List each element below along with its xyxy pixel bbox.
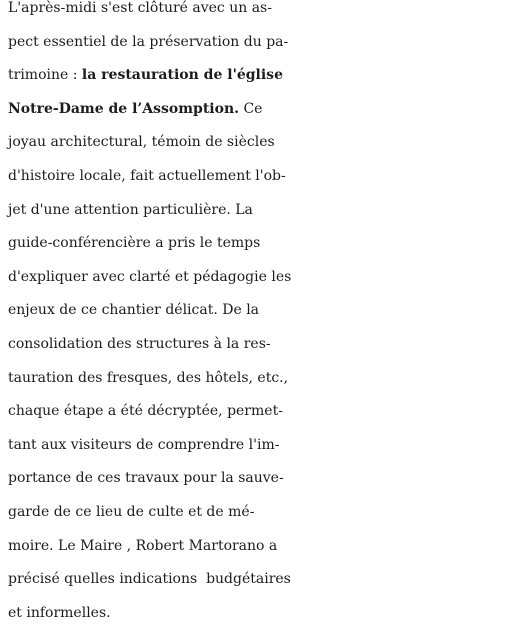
text-run: jet d'une attention particulière. La: [8, 201, 253, 218]
text-line: [0, 328, 506, 362]
text-run: Ce: [239, 100, 263, 117]
text-run: trimoine :: [8, 67, 82, 84]
bold-heading-run: la restauration de l'église: [81, 67, 283, 84]
text-run: tant aux visiteurs de comprendre l'im-: [8, 436, 280, 453]
text-run: chaque étape a été décryptée, permet-: [8, 403, 283, 420]
text-line: [0, 93, 506, 127]
text-run: garde de ce lieu de culte et de mé-: [8, 503, 255, 520]
text-line: [0, 563, 506, 597]
text-run: enjeux de ce chantier délicat. De la: [8, 302, 260, 319]
text-run: moire. Le Maire , Robert Martorano a: [8, 537, 278, 554]
text-line: [0, 59, 506, 93]
text-run: pect essentiel de la préservation du pa-: [8, 33, 289, 50]
text-run: d'histoire locale, fait actuellement l'ob-: [8, 167, 286, 184]
text-run: consolidation des structures à la res-: [8, 335, 271, 352]
text-line: [0, 597, 506, 631]
text-run: tauration des fresques, des hôtels, etc.,: [8, 369, 289, 386]
text-run: joyau architectural, témoin de siècles: [8, 134, 275, 151]
text-line: [0, 126, 506, 160]
text-line: [0, 0, 506, 26]
text-line: [0, 429, 506, 463]
text-run: guide-conférencière a pris le temps: [8, 235, 261, 252]
text-line: [0, 294, 506, 328]
text-run: L'après-midi s'est clôturé avec un as-: [8, 0, 272, 16]
text-run: et informelles.: [8, 604, 111, 621]
text-line: [0, 227, 506, 261]
text-run: d'expliquer avec clarté et pédagogie les: [8, 268, 292, 285]
text-run: portance de ces travaux pour la sauve-: [8, 470, 284, 487]
text-line: [0, 26, 506, 60]
text-run: précisé quelles indications budgétaires: [8, 571, 291, 588]
text-line: [0, 362, 506, 396]
text-line: [0, 395, 506, 429]
text-line: [0, 261, 506, 295]
text-line: [0, 194, 506, 228]
text-line: [0, 160, 506, 194]
text-line: [0, 462, 506, 496]
text-line: [0, 496, 506, 530]
bold-heading-run: Notre-Dame de l’Assomption.: [8, 100, 240, 117]
text-line: [0, 530, 506, 564]
